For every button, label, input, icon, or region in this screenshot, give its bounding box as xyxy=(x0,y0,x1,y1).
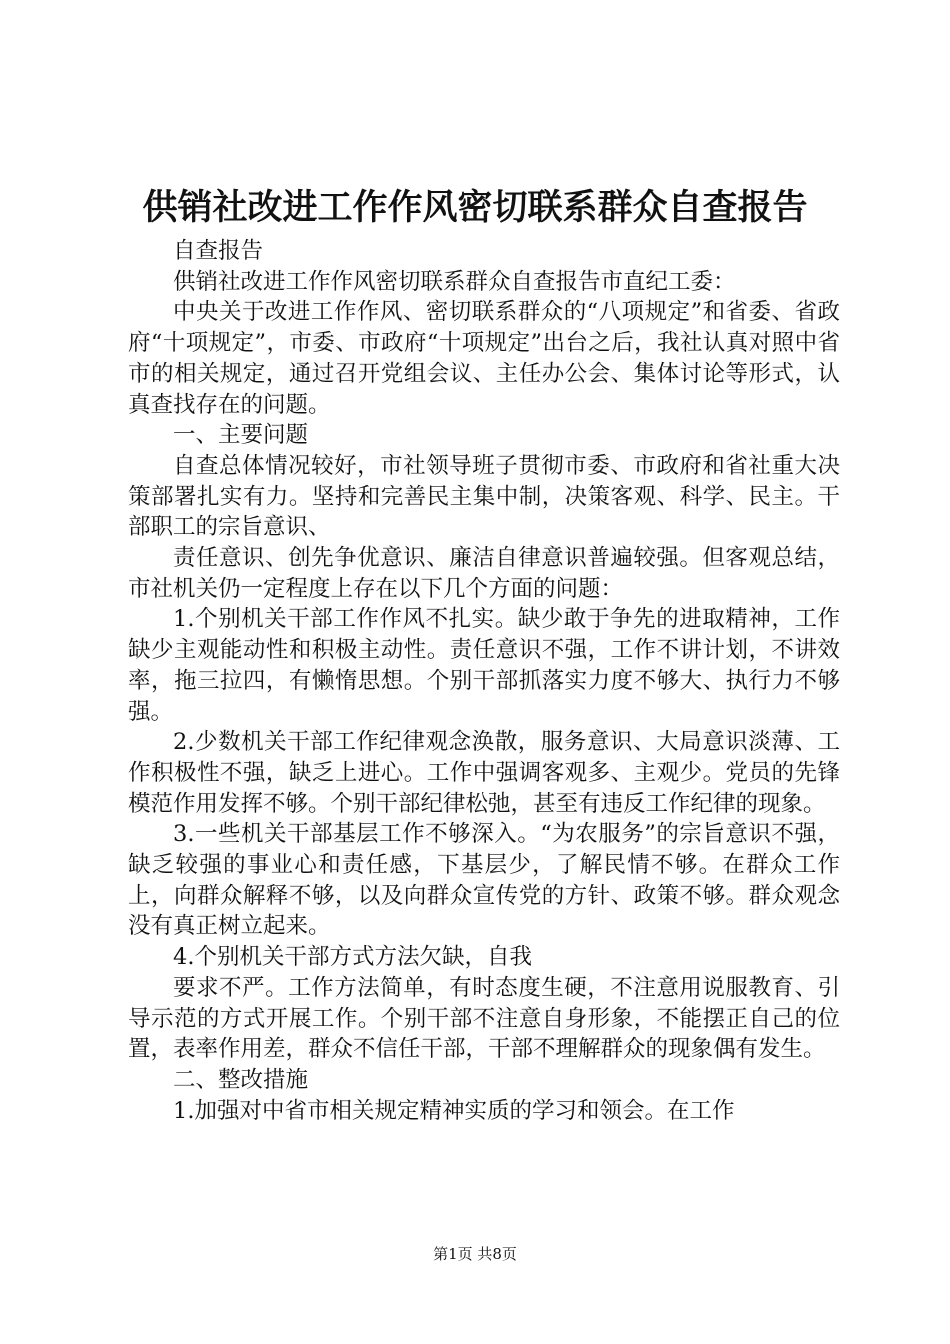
paragraph-addressee: 供销社改进工作作风密切联系群众自查报告市直纪工委： xyxy=(173,268,736,295)
paragraph-heading-self-check: 自查报告 xyxy=(173,238,264,264)
section-heading-main-problems: 一、主要问题 xyxy=(173,422,309,449)
document-body xyxy=(128,236,840,1126)
document-title: 供销社改进工作作风密切联系群众自查报告 xyxy=(142,187,808,228)
paragraph-problem-3: 3.一些机关干部基层工作不够深入。“为农服务”的宗旨意识不强，缺乏较强的事业心和责任感，下基层少，了解民情不够。在群众工作上，向群众解释不够，以及向群众宣传党的方针、政策不够。群众观念没有真正树立起来。 xyxy=(128,821,840,940)
paragraph-problem-1: 1.个别机关干部工作作风不扎实。缺少敢于争先的进取精神，工作缺少主观能动性和积极主动性。责任意识不强，工作不讲计划，不讲效率，拖三拉四，有懒惰思想。个别干部抓落实力度不够大、执行力不够强。 xyxy=(128,606,840,725)
paragraph-overall-situation-cont: 责任意识、创先争优意识、廉洁自律意识普遍较强。但客观总结，市社机关仍一定程度上存在以下几个方面的问题： xyxy=(128,545,840,602)
paragraph-problem-4-cont: 要求不严。工作方法简单，有时态度生硬，不注意用说服教育、引导示范的方式开展工作。个别干部不注意自身形象，不能摆正自己的位置，表率作用差，群众不信任干部，干部不理解群众的现象偶有发生。 xyxy=(128,974,840,1063)
paragraph-measure-1: 1.加强对中省市相关规定精神实质的学习和领会。在工作 xyxy=(173,1097,735,1124)
paragraph-problem-2: 2.少数机关干部工作纪律观念涣散，服务意识、大局意识淡薄、工作积极性不强，缺乏上进心。工作中强调客观多、主观少。党员的先锋模范作用发挥不够。个别干部纪律松弛，甚至有违反工作纪律的现象。 xyxy=(128,729,840,817)
paragraph-overall-situation: 自查总体情况较好，市社领导班子贯彻市委、市政府和省社重大决策部署扎实有力。坚持和完善民主集中制，决策客观、科学、民主。干部职工的宗旨意识、 xyxy=(128,452,840,541)
section-heading-rectification: 二、整改措施 xyxy=(173,1066,309,1093)
page-number-footer: 第1页 共8页 xyxy=(433,1245,517,1263)
paragraph-problem-4: 4.个别机关干部方式方法欠缺，自我 xyxy=(173,944,532,971)
paragraph-intro: 中央关于改进工作作风、密切联系群众的“八项规定”和省委、省政府“十项规定”，市委、市政府“十项规定”出台之后，我社认真对照中省市的相关规定，通过召开党组会议、主任办公会、集体讨论等形式，认真查找存在的问题。 xyxy=(128,299,840,418)
